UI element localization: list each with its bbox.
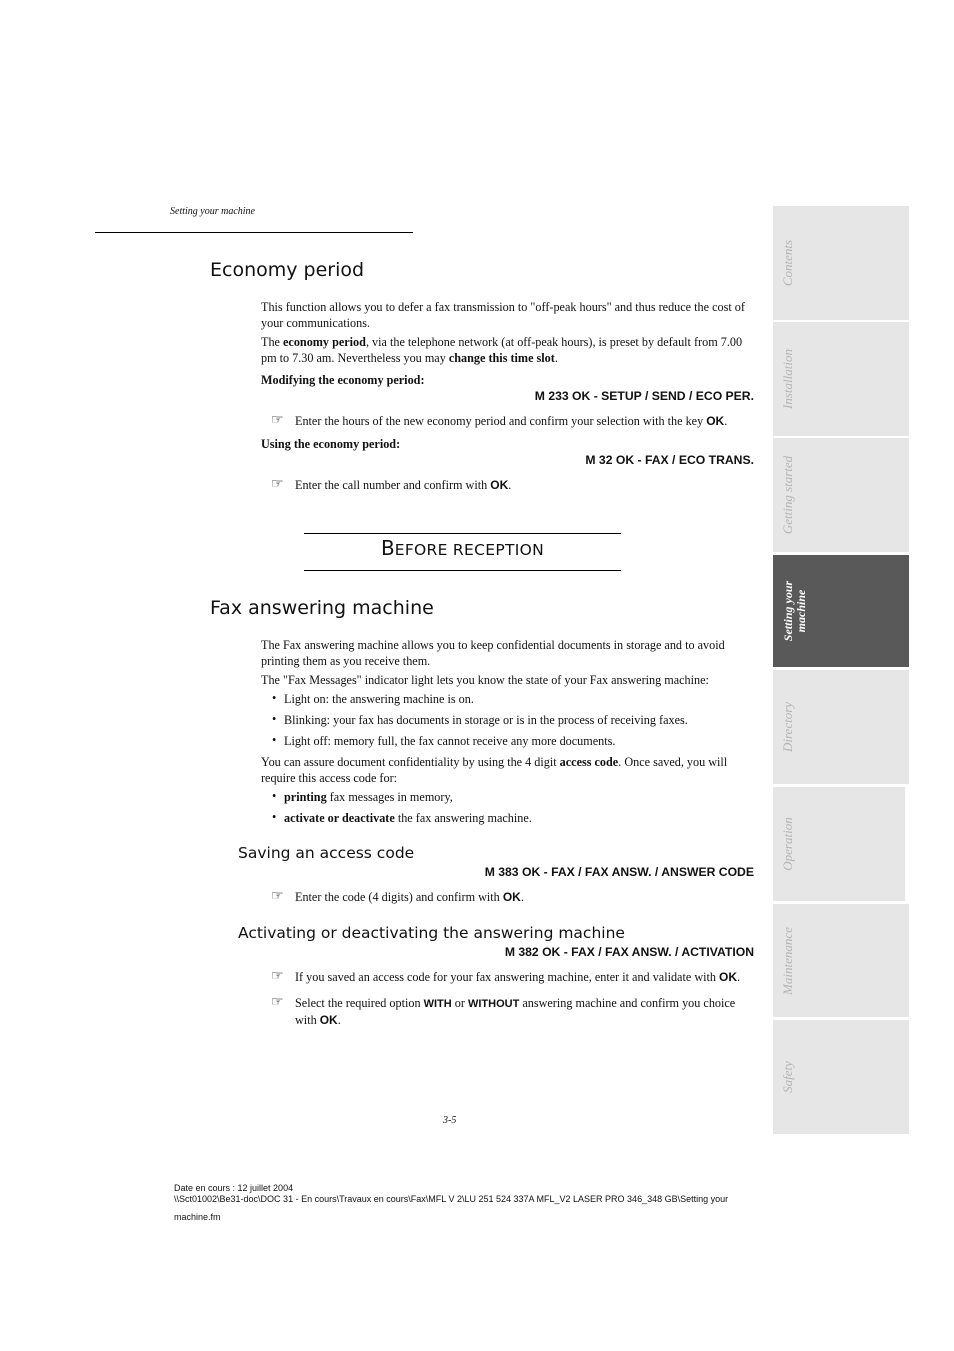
- footer-filename: machine.fm: [174, 1212, 221, 1222]
- pointing-hand-icon: ☞: [271, 477, 284, 492]
- bullet-marker: •: [272, 810, 277, 824]
- banner-rest: EFORE RECEPTION: [394, 541, 544, 559]
- ok-key: OK: [319, 1013, 338, 1027]
- banner-first-letter: B: [381, 536, 395, 560]
- pointing-hand-icon: ☞: [271, 889, 284, 904]
- text-run: The: [261, 335, 283, 349]
- tab-label: Getting started: [780, 455, 795, 535]
- page-number: 3-5: [443, 1115, 457, 1126]
- bullet-marker: •: [272, 789, 277, 803]
- fax-answering-intro: The Fax answering machine allows you to keep confidential documents in storage and to avoid printing them as you receive them.: [261, 638, 725, 668]
- text-run: Enter the code (4 digits) and confirm with: [295, 890, 503, 904]
- tab-label: Directory: [780, 701, 795, 753]
- modify-economy-label: Modifying the economy period:: [261, 373, 425, 387]
- bullet-marker: •: [272, 733, 277, 747]
- ok-key: OK: [706, 414, 725, 428]
- tab-maintenance[interactable]: [773, 904, 909, 1017]
- economy-period-term: economy period: [283, 335, 366, 349]
- text-run: .: [520, 890, 524, 904]
- tab-label: Contents: [780, 239, 795, 287]
- tab-operation[interactable]: [773, 787, 905, 901]
- text-run: or: [451, 996, 468, 1010]
- text-run: , via the telephone network (at off-peak hours), is preset by default from 7.00 pm to 7.30 am. Nevertheless you may: [261, 335, 743, 365]
- saving-access-code-command: M 383 OK - FAX / FAX ANSW. / ANSWER CODE: [484, 865, 754, 879]
- without-option: WITHOUT: [467, 998, 520, 1010]
- text-run: Select the required option: [295, 996, 424, 1010]
- ok-key: OK: [490, 478, 509, 492]
- using-economy-label: Using the economy period:: [261, 437, 401, 451]
- text-run: You can assure document confidentiality by using the 4 digit: [261, 755, 560, 769]
- list-item: [284, 789, 754, 805]
- economy-period-title: Economy period: [210, 259, 365, 281]
- pointing-hand-icon: ☞: [271, 969, 284, 984]
- text-run: .: [554, 351, 558, 365]
- tab-label: Installation: [780, 349, 795, 409]
- fax-indicator-text: The "Fax Messages" indicator light lets you know the state of your Fax answering machine:: [261, 673, 709, 687]
- economy-default-paragraph: [261, 334, 755, 366]
- footer-date: Date en cours : 12 juillet 2004: [174, 1183, 294, 1193]
- tab-setting-your-machine[interactable]: [773, 555, 909, 667]
- tab-label: Setting your machine: [781, 580, 808, 642]
- tab-directory[interactable]: [773, 670, 909, 784]
- with-option: WITH: [423, 998, 452, 1010]
- list-item: Light on: the answering machine is on.: [284, 692, 474, 706]
- ok-key: OK: [719, 970, 738, 984]
- modify-economy-step: [295, 413, 755, 429]
- activate-term: activate or deactivate: [284, 811, 395, 825]
- tab-installation[interactable]: [773, 322, 909, 436]
- tab-label: Maintenance: [780, 926, 795, 995]
- tab-contents[interactable]: [773, 206, 909, 320]
- activating-step-1: [295, 969, 755, 985]
- modify-economy-command: M 233 OK - SETUP / SEND / ECO PER.: [534, 389, 754, 403]
- text-run: . Once saved, you will require this access code for:: [261, 755, 728, 785]
- change-time-slot-term: change this time slot: [448, 351, 555, 365]
- using-economy-step: [295, 477, 755, 493]
- before-reception-banner: [304, 533, 621, 571]
- saving-access-code-title: Saving an access code: [238, 844, 415, 862]
- activating-command: M 382 OK - FAX / FAX ANSW. / ACTIVATION: [504, 945, 754, 959]
- tab-label: Safety: [780, 1061, 795, 1093]
- text-run: .: [737, 970, 741, 984]
- pointing-hand-icon: ☞: [271, 995, 284, 1010]
- activating-step-2: [295, 995, 755, 1028]
- tab-label: Operation: [780, 817, 795, 871]
- access-code-term: access code: [559, 755, 619, 769]
- printing-term: printing: [284, 790, 327, 804]
- text-run: Enter the call number and confirm with: [295, 478, 491, 492]
- using-economy-command: M 32 OK - FAX / ECO TRANS.: [585, 453, 754, 467]
- text-run: .: [337, 1013, 341, 1027]
- economy-intro: This function allows you to defer a fax transmission to "off-peak hours" and thus reduce the cost of your communications.: [261, 300, 745, 330]
- fax-answering-title: Fax answering machine: [210, 597, 434, 619]
- footer-path: \\Sct01002\Be31-doc\DOC 31 - En cours\Travaux en cours\Fax\MFL V 2\LU 251 524 337A MFL_V2 LASER PRO 346_348 GB\Setting your: [174, 1194, 729, 1204]
- bullet-marker: •: [272, 691, 277, 705]
- list-item: Blinking: your fax has documents in storage or is in the process of receiving faxes.: [284, 713, 688, 727]
- bullet-marker: •: [272, 712, 277, 726]
- running-header: Setting your machine: [170, 206, 255, 217]
- header-rule: [95, 232, 413, 233]
- text-run: the fax answering machine.: [394, 811, 532, 825]
- text-run: .: [724, 414, 728, 428]
- text-run: Enter the hours of the new economy period and confirm your selection with the key: [295, 414, 707, 428]
- list-item: Light off: memory full, the fax cannot receive any more documents.: [284, 734, 616, 748]
- text-run: If you saved an access code for your fax answering machine, enter it and validate with: [295, 970, 720, 984]
- pointing-hand-icon: ☞: [271, 413, 284, 428]
- saving-access-code-step: [295, 889, 755, 905]
- text-run: .: [508, 478, 512, 492]
- activating-title: Activating or deactivating the answering machine: [238, 924, 625, 942]
- text-run: fax messages in memory,: [326, 790, 453, 804]
- confidentiality-paragraph: [261, 754, 755, 786]
- tab-getting-started[interactable]: [773, 438, 909, 552]
- ok-key: OK: [502, 890, 521, 904]
- list-item: [284, 810, 754, 826]
- text-run: answering machine and confirm you choice with: [295, 996, 736, 1027]
- tab-safety[interactable]: [773, 1020, 909, 1134]
